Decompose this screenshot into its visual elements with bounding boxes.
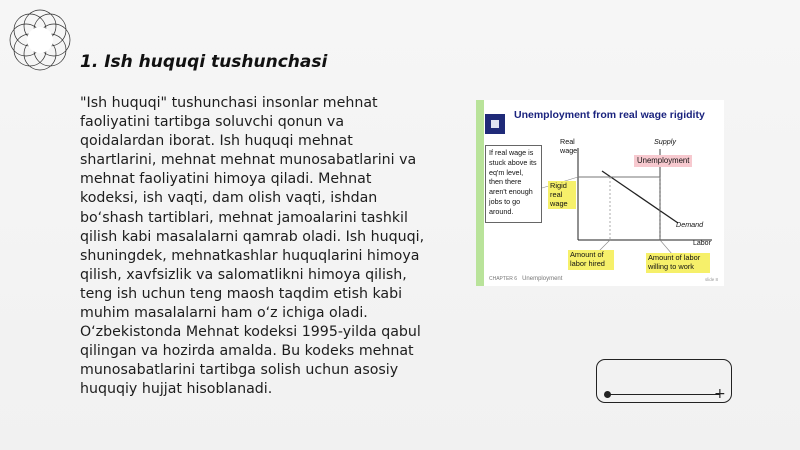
connector-willing — [660, 240, 672, 254]
range-slider-widget[interactable] — [596, 359, 732, 403]
embedded-figure — [476, 100, 724, 286]
rigid-wage-label: Rigid real wage — [548, 181, 576, 209]
footer-chapter: CHAPTER 6 — [489, 276, 518, 282]
ornament-icon — [4, 4, 76, 76]
plus-icon[interactable]: + — [714, 386, 726, 402]
slide-body-text: "Ish huquqi" tushunchasi insonlar mehnat faoliyatini tartibga soluvchi qonun va qoidalardan iborat. Ish huquqi mehnat shartlarini, mehnat mehnat munosabatlarini va mehnat faoliyatini himoya qiladi. Mehnat kodeksi, ish vaqti, dam olish vaqti, ishdan bo‘shash tartiblari, mehnat jamoalarini tashkil qilish kabi masalalarni qamrab oladi. Ish huquqi, shuningdek, mehnatkashlar huquqlarini himoya qilish, xavfsizlik va salomatlikni himoya qilish, teng ish uchun teng maosh taqdim etish kabi muhim masalalarni ham o‘z ichiga oladi. O‘zbekistonda Mehnat kodeksi 1995-yilda qabul qilingan va hozirda amalda. Bu kodeks mehnat munosabatlarini tartibga solish uchun asosiy huquqiy hujjat hisoblanadi. — [80, 95, 425, 398]
slider-knob[interactable] — [604, 391, 611, 398]
figure-page-number: slide 8 — [704, 277, 718, 282]
labor-hired-label: Amount of labor hired — [568, 250, 614, 270]
demand-label: Demand — [676, 220, 704, 229]
supply-label: Supply — [654, 137, 676, 146]
slide-title: 1. Ish huquqi tushunchasi — [80, 52, 328, 72]
demand-curve — [602, 171, 678, 223]
footer-topic: Unemployment — [522, 276, 563, 282]
figure-note: If real wage is stuck above its eq'm level, then there aren't enough jobs to go around. — [485, 145, 542, 223]
unemployment-label: Unemployment — [634, 155, 692, 167]
slider-track[interactable] — [607, 394, 720, 395]
figure-xlabel: Labor — [693, 240, 711, 247]
figure-title: Unemployment from real wage rigidity — [514, 109, 705, 121]
labor-willing-label: Amount of labor willing to work — [646, 253, 710, 273]
figure-footer — [489, 276, 562, 282]
figure-ylabel: Real wage — [560, 137, 578, 155]
